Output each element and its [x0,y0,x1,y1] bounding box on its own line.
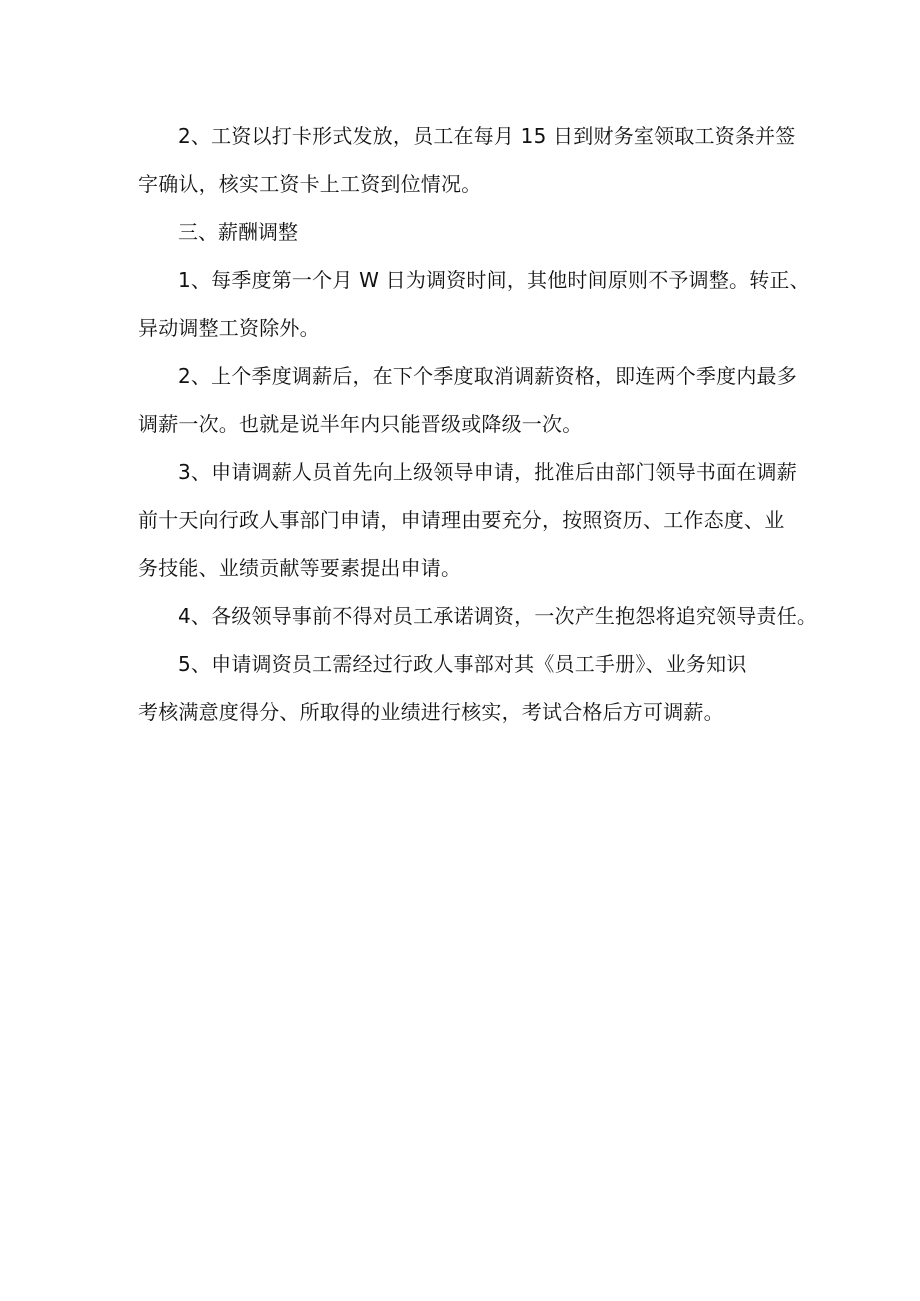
paragraph-line: 异动调整工资除外。 [138,316,320,340]
paragraph-line: 5、申请调资员工需经过行政人事部对其《员工手册》、业务知识 [178,652,747,676]
paragraph-line: 字确认，核实工资卡上工资到位情况。 [138,172,482,196]
paragraph-line: 2、上个季度调薪后，在下个季度取消调薪资格，即连两个季度内最多 [178,364,797,388]
document-body [138,112,818,736]
paragraph-adjustment-time [138,256,810,352]
paragraph-line: 务技能、业绩贡献等要素提出申请。 [138,556,462,580]
paragraph-line: 1、每季度第一个月 W 日为调资时间，其他时间原则不予调整。转正、 [178,268,810,292]
paragraph-line: 4、各级领导事前不得对员工承诺调资，一次产生抱怨将追究领导责任。 [178,604,818,628]
paragraph-adjustment-frequency [138,352,797,448]
paragraph-line: 3、申请调薪人员首先向上级领导申请，批准后由部门领导书面在调薪 [178,460,797,484]
section-heading-salary-adjustment [138,208,788,256]
paragraph-payroll-method [138,112,796,208]
paragraph-line: 调薪一次。也就是说半年内只能晋级或降级一次。 [138,412,583,436]
paragraph-assessment [138,640,788,736]
paragraph-application-process [138,448,797,592]
paragraph-line: 2、工资以打卡形式发放，员工在每月 15 日到财务室领取工资条并签 [178,124,796,148]
paragraph-line: 前十天向行政人事部门申请，申请理由要充分，按照资历、工作态度、业 [138,508,785,532]
paragraph-line: 考核满意度得分、所取得的业绩进行核实，考试合格后方可调薪。 [138,700,724,724]
heading-text: 三、薪酬调整 [178,220,298,244]
paragraph-no-promises [138,592,818,640]
